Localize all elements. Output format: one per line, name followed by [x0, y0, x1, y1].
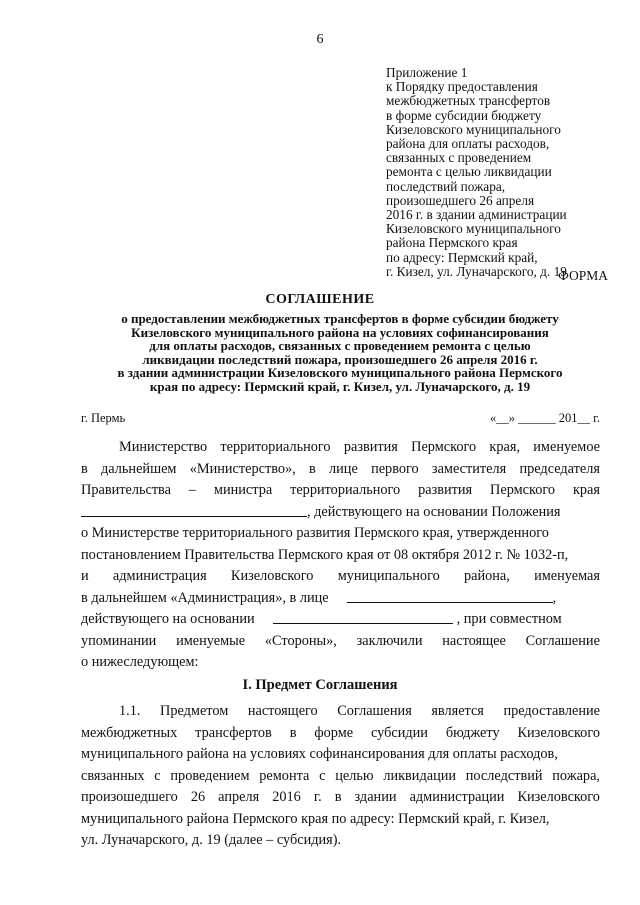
- word: в: [289, 724, 297, 741]
- word: именуемое: [533, 439, 600, 455]
- word: территориального: [290, 482, 401, 498]
- word: председателя: [519, 460, 600, 477]
- word: муниципального: [337, 568, 440, 584]
- clause-line: [81, 830, 600, 852]
- word: Пермского: [490, 482, 556, 498]
- word: является: [431, 703, 484, 719]
- annex-line: Кизеловского муниципального: [386, 221, 561, 237]
- preamble-text: , действующего на основании Положения: [307, 503, 561, 520]
- word: г.: [313, 789, 322, 805]
- representative-name-blank[interactable]: [347, 588, 553, 603]
- word: Соглашение: [525, 632, 600, 649]
- preamble-line: [81, 631, 600, 653]
- annex-line: к Порядку предоставления: [386, 79, 538, 95]
- preamble-text: ,: [552, 589, 557, 606]
- signatory-name-blank[interactable]: [81, 502, 307, 517]
- word: субсидии: [370, 724, 428, 741]
- word: 26: [190, 789, 206, 805]
- page-number: 6: [316, 32, 324, 47]
- preamble-text: постановлением Правительства Пермского края от 08 октября 2012 г. № 1032-п,: [81, 546, 569, 563]
- word: дальнейшем: [101, 460, 177, 477]
- preamble-text: в дальнейшем «Администрация», в лице: [81, 589, 329, 606]
- word: связанных: [81, 767, 145, 784]
- word: и: [81, 568, 89, 584]
- preamble-line: [81, 588, 600, 610]
- word: Пермского: [411, 439, 477, 455]
- word: упоминании: [81, 632, 157, 649]
- document-subtitle: [70, 312, 610, 394]
- annex-line: последствий пожара,: [386, 178, 506, 194]
- word: «Министерство»,: [189, 460, 296, 477]
- word: именуемые: [176, 632, 246, 649]
- form-label: ФОРМА: [558, 268, 608, 283]
- clause-line: [81, 744, 600, 766]
- word: территориального: [220, 439, 331, 455]
- word: администрации: [409, 789, 505, 805]
- word: 1.1.: [119, 703, 141, 719]
- word: Кизеловского: [517, 724, 600, 741]
- word: целью: [335, 767, 374, 784]
- word: Кизеловского: [517, 789, 600, 805]
- word: Министерство: [119, 439, 208, 455]
- word: края,: [489, 439, 521, 455]
- word: развития: [343, 439, 398, 455]
- preamble-text: о нижеследующем:: [81, 654, 199, 670]
- word: апреля: [218, 789, 260, 805]
- preamble-text: действующего на основании: [81, 611, 255, 627]
- word: именуемая: [534, 568, 600, 584]
- word: трансфертов: [195, 724, 272, 741]
- clause-line: [81, 809, 600, 831]
- date-placeholder: «__» ______ 201__ г.: [490, 411, 600, 425]
- preamble-line: [81, 437, 600, 459]
- word: ремонта: [259, 767, 310, 784]
- word: последствий: [465, 767, 543, 784]
- annex-line: в форме субсидии бюджету: [386, 107, 542, 123]
- subtitle-line: края по адресу: Пермский край, г. Кизел, ул. Луначарского, д. 19: [149, 378, 531, 394]
- word: ликвидации: [383, 767, 457, 784]
- basis-document-blank[interactable]: [273, 609, 453, 624]
- word: межбюджетных: [81, 724, 178, 741]
- word: в: [81, 460, 88, 477]
- word: произошедшего: [81, 789, 178, 805]
- word: Соглашения: [337, 703, 412, 719]
- clause-line: [81, 766, 600, 788]
- clause-line: [81, 701, 600, 723]
- word: 2016: [272, 789, 301, 805]
- word: форме: [314, 724, 354, 741]
- word: «Стороны»,: [264, 632, 337, 649]
- word: настоящее: [442, 632, 506, 649]
- annex-line: связанных с проведением: [386, 150, 532, 166]
- annex-line: Кизеловского муниципального: [386, 121, 561, 137]
- word: пожара,: [552, 767, 600, 784]
- word: администрация: [112, 568, 207, 584]
- word: района,: [463, 568, 510, 584]
- word: в: [334, 789, 342, 805]
- word: в: [309, 460, 316, 477]
- subtitle-line: в здании администрации Кизеловского муниципального района Пермского: [117, 365, 563, 381]
- annex-line: Приложение 1: [386, 65, 468, 80]
- word: Кизеловского: [230, 568, 314, 584]
- preamble-line: [81, 609, 600, 631]
- word: края: [572, 482, 600, 498]
- annex-line: по адресу: Пермский край,: [386, 249, 538, 265]
- preamble-line: [81, 480, 600, 502]
- annex-line: г. Кизел, ул. Луначарского, д. 19: [386, 263, 567, 279]
- subtitle-line: о предоставлении межбюджетных трансфертов в форме субсидии бюджету: [121, 311, 559, 326]
- clause-line: [81, 787, 600, 809]
- annex-line: произошедшего 26 апреля: [386, 192, 535, 208]
- word: бюджету: [445, 724, 500, 741]
- clause-text: муниципального района на условиях софинансирования для оплаты расходов,: [81, 746, 558, 762]
- annex-line: ремонта с целью ликвидации: [386, 164, 552, 180]
- word: развития: [418, 482, 473, 498]
- place-of-signing: г. Пермь: [81, 411, 126, 425]
- word: –: [188, 482, 197, 498]
- preamble-line: [81, 502, 600, 524]
- subtitle-line: для оплаты расходов, связанных с проведением ремонта с целью: [149, 338, 531, 354]
- annex-line: района Пермского края: [386, 235, 518, 251]
- clause-text: ул. Луначарского, д. 19 (далее – субсидия).: [81, 832, 342, 848]
- clause-text: муниципального района Пермского края по адресу: Пермский край, г. Кизел,: [81, 810, 550, 827]
- clause-line: [81, 723, 600, 745]
- annex-header: [386, 66, 626, 279]
- subtitle-line: Кизеловского муниципального района на условиях софинансирования: [131, 324, 549, 340]
- preamble-line: [81, 652, 600, 674]
- clause-1-1: [81, 701, 600, 852]
- word: проведением: [170, 767, 250, 784]
- preamble-line: [81, 523, 600, 545]
- word: с: [154, 767, 161, 784]
- preamble-text: , при совместном: [456, 611, 562, 627]
- word: предоставление: [503, 703, 600, 719]
- word: первого: [371, 460, 419, 477]
- preamble-line: [81, 545, 600, 567]
- word: здании: [354, 789, 397, 805]
- word: с: [319, 767, 326, 784]
- word: лице: [329, 460, 358, 477]
- preamble-line: [81, 566, 600, 588]
- word: Предметом: [160, 703, 229, 719]
- section-1-title: I. Предмет Соглашения: [242, 677, 398, 693]
- subtitle-line: ликвидации последствий пожара, произошедшего 26 апреля 2016 г.: [142, 351, 538, 367]
- word: министра: [213, 482, 273, 498]
- word: Правительства: [81, 482, 171, 498]
- document-title: СОГЛАШЕНИЕ: [265, 292, 375, 307]
- annex-line: района для оплаты расходов,: [386, 136, 550, 152]
- preamble-text: о Министерстве территориального развития Пермского края, утвержденного: [81, 525, 549, 541]
- word: заместителя: [431, 460, 507, 477]
- preamble-line: [81, 459, 600, 481]
- word: настоящего: [247, 703, 318, 719]
- annex-line: 2016 г. в здании администрации: [386, 207, 567, 223]
- annex-line: межбюджетных трансфертов: [386, 93, 551, 109]
- preamble: [81, 437, 600, 674]
- word: заключили: [356, 632, 423, 649]
